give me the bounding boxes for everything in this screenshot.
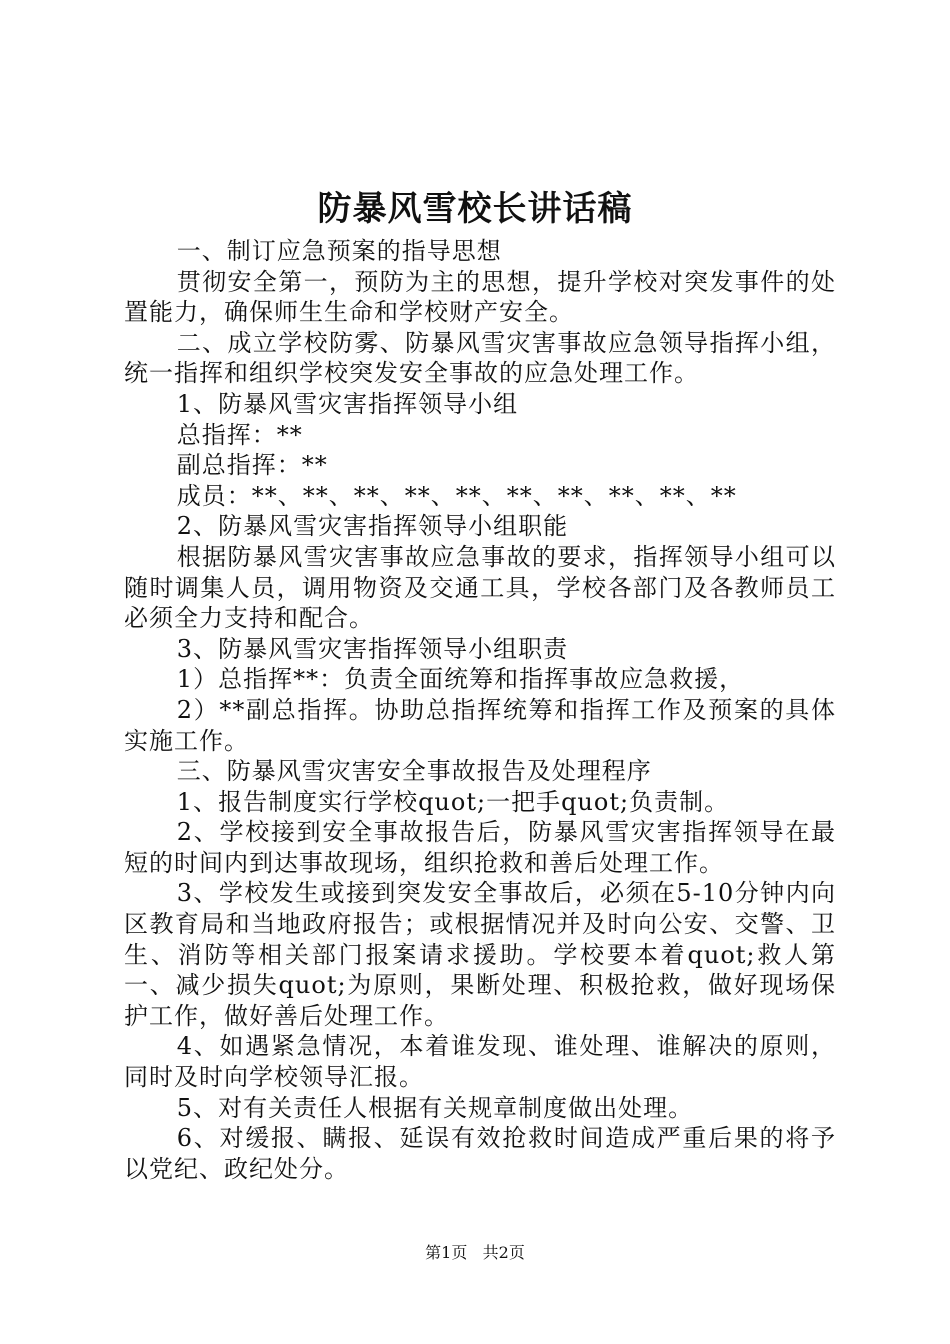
commander-line: 总指挥：**: [176, 420, 303, 449]
paragraph: 贯彻安全第一，预防为主的思想，提升学校对突发事件的处置能力，确保师生生命和学校财产安全。: [124, 267, 836, 327]
section-heading-1: 一、制订应急预案的指导思想: [176, 237, 502, 265]
subheading: 3、防暴风雪灾害指挥领导小组职责: [176, 634, 569, 663]
list-item: 2、学校接到安全事故报告后，防暴风雪灾害指挥领导在最短的时间内到达事故现场，组织抢救和善后处理工作。: [124, 818, 836, 877]
section-heading-3: 三、防暴风雪灾害安全事故报告及处理程序: [176, 757, 652, 786]
list-item: 5、对有关责任人根据有关规章制度做出处理。: [176, 1093, 694, 1122]
subheading: 2、防暴风雪灾害指挥领导小组职能: [176, 512, 569, 541]
page-number: 第1页: [425, 1243, 468, 1262]
page-separator: [472, 1243, 477, 1262]
page-total: 共2页: [482, 1243, 525, 1262]
document-title: 防暴风雪校长讲话稿: [317, 189, 633, 229]
list-item: 1）总指挥**：负责全面统筹和指挥事故应急救援，: [176, 665, 745, 694]
list-item: 4、如遇紧急情况，本着谁发现、谁处理、谁解决的原则，同时及时向学校领导汇报。: [124, 1032, 836, 1092]
paragraph: 根据防暴风雪灾害事故应急事故的要求，指挥领导小组可以随时调集人员，调用物资及交通工具，学校各部门及各教师员工必须全力支持和配合。: [124, 542, 836, 633]
list-item: 6、对缓报、瞒报、延误有效抢救时间造成严重后果的将予以党纪、政纪处分。: [124, 1124, 836, 1183]
list-item: 3、学校发生或接到突发安全事故后，必须在5-10分钟内向区教育局和当地政府报告；或根据情况并及时向公安、交警、卫生、消防等相关部门报案请求援助。学校要本着quot;救人第一、减少损失quot;为原则，果断处理、积极抢救，做好现场保护工作，做好善后处理工作。: [124, 879, 836, 1030]
members-line: 成员：**、**、**、**、**、**、**、**、**、**: [176, 481, 737, 510]
section-heading-2: 二、成立学校防雾、防暴风雪灾害事故应急领导指挥小组，统一指挥和组织学校突发安全事故的应急处理工作。: [124, 328, 836, 388]
list-item: 2）**副总指挥。协助总指挥统筹和指挥工作及预案的具体实施工作。: [124, 695, 836, 755]
page-footer: [0, 1242, 950, 1264]
deputy-commander-line: 副总指挥：**: [176, 451, 328, 480]
subheading: 1、防暴风雪灾害指挥领导小组: [176, 389, 519, 418]
document-body: [124, 236, 836, 1184]
list-item: 1、报告制度实行学校quot;一把手quot;负责制。: [176, 787, 730, 816]
